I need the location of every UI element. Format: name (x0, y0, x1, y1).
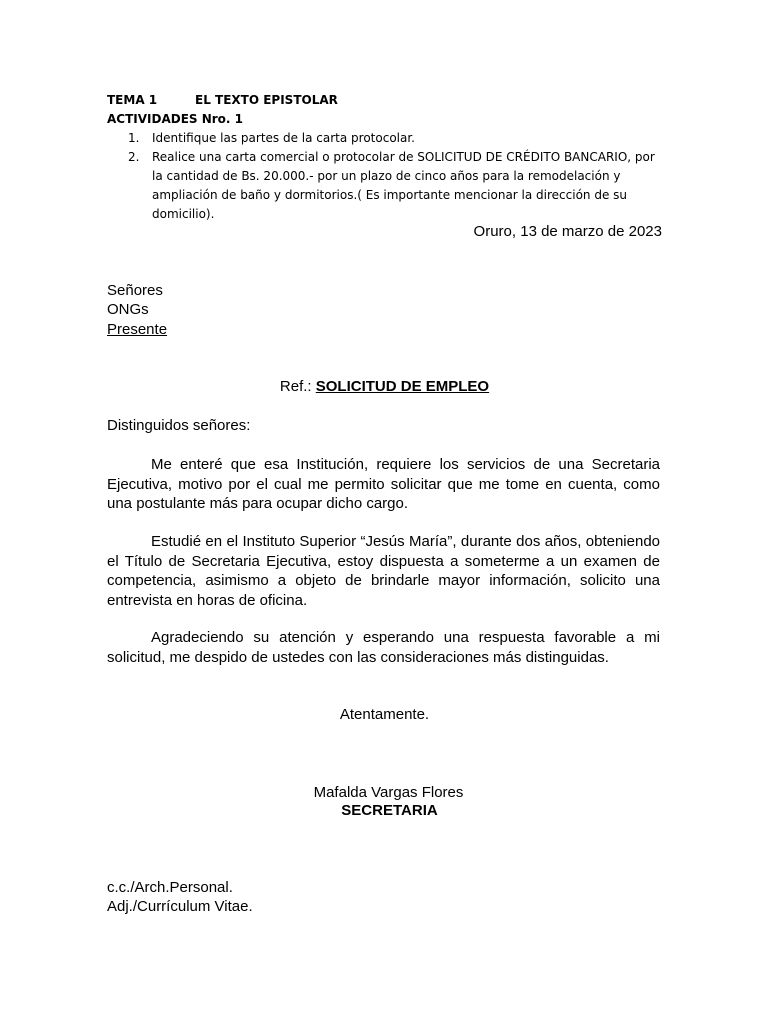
body-paragraph: Agradeciendo su atención y esperando una respuesta favorable a mi solicitud, me despido de ustedes con las consideraciones más distinguidas. (107, 629, 660, 666)
activity-item (107, 129, 662, 148)
tema-title: EL TEXTO EPISTOLAR (195, 93, 338, 107)
recipient-presente: Presente (107, 321, 168, 338)
body-paragraph: Estudié en el Instituto Superior “Jesús María”, durante dos años, obteniendo el Título de Secretaria Ejecutiva, estoy dispuesta a someterme a un examen de competencia, asimismo a objeto de brindarle mayor información, solicito una entrevista en horas de oficina. (107, 533, 660, 609)
activity-text: Realice una carta comercial o protocolar de SOLICITUD DE CRÉDITO BANCARIO, por la cantidad de Bs. 20.000.- por un plazo de cinco años para la remodelación y ampliación de baño y dormitorios.( Es importante mencionar la dirección de su domicilio). (152, 150, 655, 221)
activity-number: 2. (128, 150, 140, 164)
signer-title: SECRETARIA (341, 802, 438, 819)
activities-list (107, 129, 662, 224)
place-date: Oruro, 13 de marzo de 2023 (473, 223, 662, 240)
annex-line: Adj./Currículum Vitae. (107, 898, 253, 915)
signer-name: Mafalda Vargas Flores (313, 784, 464, 801)
activity-item (107, 148, 662, 224)
recipient-line: ONGs (107, 301, 149, 318)
annex-line: c.c./Arch.Personal. (107, 879, 233, 896)
recipient-line: Señores (107, 282, 163, 299)
actividades-title: ACTIVIDADES Nro. 1 (107, 112, 244, 126)
reference-line (107, 377, 662, 397)
reference-subject: SOLICITUD DE EMPLEO (315, 378, 490, 395)
activity-number: 1. (128, 131, 140, 145)
closing: Atentamente. (339, 706, 430, 723)
activity-text: Identifique las partes de la carta protocolar. (152, 131, 415, 145)
body-paragraph: Me enteré que esa Institución, requiere los servicios de una Secretaria Ejecutiva, motivo por el cual me permito solicitar que me tome en cuenta, como una postulante más para ocupar dicho cargo. (107, 456, 660, 512)
tema-label: TEMA 1 (107, 93, 158, 107)
greeting: Distinguidos señores: (107, 417, 251, 434)
reference-label: Ref.: (279, 378, 312, 395)
